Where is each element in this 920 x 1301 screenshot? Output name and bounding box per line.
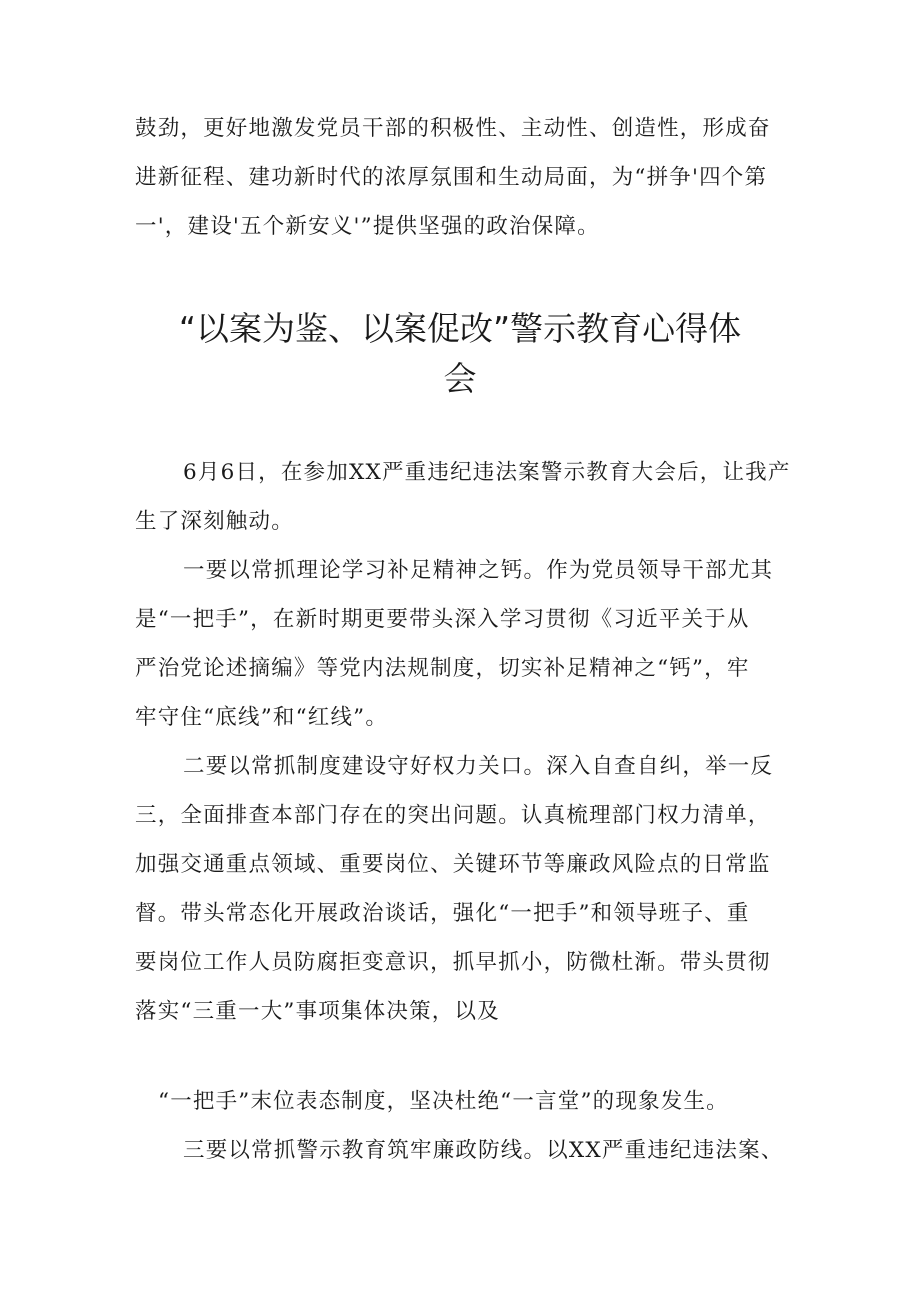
point2-continuation-line: “一把手”末位表态制度，坚决杜绝“一言堂”的现象发生。 — [158, 1089, 729, 1114]
intro-line: 生了深刻触动。 — [135, 509, 294, 534]
point2-line: 督。带头常态化开展政治谈话，强化“一把手”和领导班子、重 — [135, 901, 750, 926]
point2-line: 加强交通重点领域、重要岗位、关键环节等廉政风险点的日常监 — [135, 852, 771, 877]
body-line: 进新征程、建功新时代的浓厚氛围和生动局面，为“拼争'四个第 — [135, 165, 768, 190]
point2-line: 要岗位工作人员防腐拒变意识，抓早抓小，防微杜渐。带头贯彻 — [135, 950, 771, 975]
point2-line: 三，全面排查本部门存在的突出问题。认真梳理部门权力清单， — [135, 803, 771, 828]
document-title-line-2: 会 — [443, 359, 477, 398]
point1-line: 严治党论述摘编》等党内法规制度，切实补足精神之“钙”，牢 — [135, 656, 750, 681]
document-title-line-1: “以案为鉴、以案促改”警示教育心得体 — [178, 309, 742, 348]
intro-line: 6月6日，在参加XX严重违纪违法案警示教育大会后，让我产 — [183, 460, 791, 485]
point1-line: 一要以常抓理论学习补足精神之钙。作为党员领导干部尤其 — [183, 558, 774, 583]
point2-line: 二要以常抓制度建设守好权力关口。深入自查自纠，举一反 — [183, 754, 774, 779]
point1-line: 牢守住“底线”和“红线”。 — [135, 705, 389, 730]
body-line: 鼓劲，更好地激发党员干部的积极性、主动性、创造性，形成奋 — [135, 116, 771, 141]
body-line: 一'，建设'五个新安义'”提供坚强的政治保障。 — [135, 214, 600, 239]
point2-line: 落实“三重一大”事项集体决策，以及 — [135, 999, 500, 1024]
point1-line: 是“一把手”，在新时期更要带头深入学习贯彻《习近平关于从 — [135, 607, 750, 632]
point3-line: 三要以常抓警示教育筑牢廉政防线。以XX严重违纪违法案、 — [183, 1138, 784, 1163]
